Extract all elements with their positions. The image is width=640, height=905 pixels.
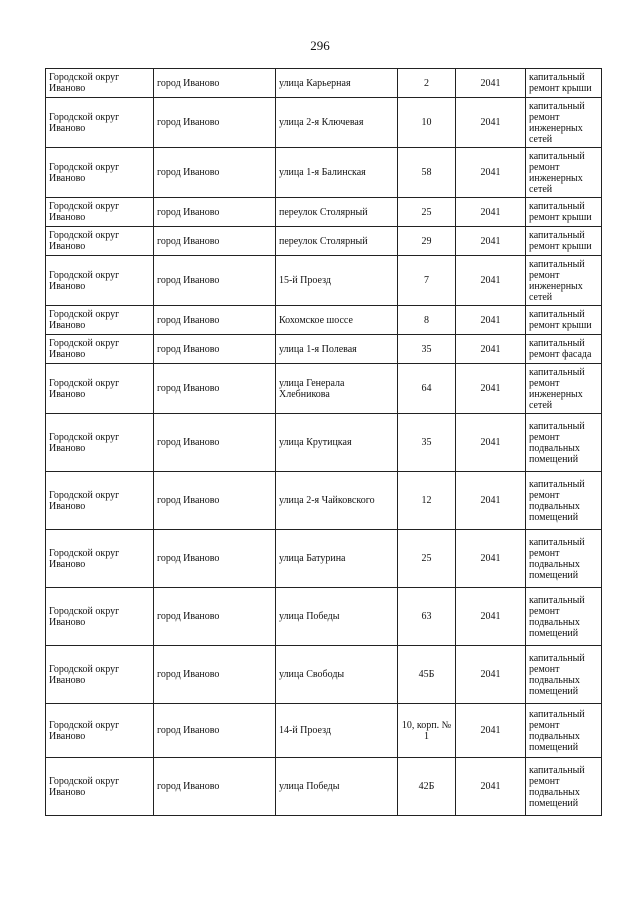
year-cell: 2041 bbox=[456, 335, 526, 364]
city-cell: город Иваново bbox=[154, 588, 276, 646]
table-body bbox=[46, 69, 602, 816]
city-cell: город Иваново bbox=[154, 256, 276, 306]
street-cell: улица Победы bbox=[276, 588, 398, 646]
city-cell: город Иваново bbox=[154, 227, 276, 256]
city-cell: город Иваново bbox=[154, 758, 276, 816]
district-cell: Городской округ Иваново bbox=[46, 414, 154, 472]
table-row bbox=[46, 646, 602, 704]
house-number-cell: 29 bbox=[398, 227, 456, 256]
district-cell: Городской округ Иваново bbox=[46, 306, 154, 335]
work-type-cell: капитальный ремонт инженерных сетей bbox=[526, 364, 602, 414]
work-type-cell: капитальный ремонт подвальных помещений bbox=[526, 704, 602, 758]
city-cell: город Иваново bbox=[154, 530, 276, 588]
street-cell: переулок Столярный bbox=[276, 198, 398, 227]
district-cell: Городской округ Иваново bbox=[46, 148, 154, 198]
street-cell: улица 2-я Чайковского bbox=[276, 472, 398, 530]
table-row bbox=[46, 256, 602, 306]
street-cell: улица Батурина bbox=[276, 530, 398, 588]
city-cell: город Иваново bbox=[154, 69, 276, 98]
district-cell: Городской округ Иваново bbox=[46, 227, 154, 256]
year-cell: 2041 bbox=[456, 364, 526, 414]
work-type-cell: капитальный ремонт инженерных сетей bbox=[526, 256, 602, 306]
city-cell: город Иваново bbox=[154, 148, 276, 198]
house-number-cell: 35 bbox=[398, 335, 456, 364]
district-cell: Городской округ Иваново bbox=[46, 198, 154, 227]
work-type-cell: капитальный ремонт крыши bbox=[526, 69, 602, 98]
street-cell: 14-й Проезд bbox=[276, 704, 398, 758]
table-row bbox=[46, 414, 602, 472]
table-row bbox=[46, 227, 602, 256]
house-number-cell: 45Б bbox=[398, 646, 456, 704]
house-number-cell: 25 bbox=[398, 530, 456, 588]
house-number-cell: 12 bbox=[398, 472, 456, 530]
district-cell: Городской округ Иваново bbox=[46, 364, 154, 414]
street-cell: улица Свободы bbox=[276, 646, 398, 704]
street-cell: улица Карьерная bbox=[276, 69, 398, 98]
street-cell: переулок Столярный bbox=[276, 227, 398, 256]
house-number-cell: 42Б bbox=[398, 758, 456, 816]
street-cell: улица 2-я Ключевая bbox=[276, 98, 398, 148]
district-cell: Городской округ Иваново bbox=[46, 69, 154, 98]
district-cell: Городской округ Иваново bbox=[46, 256, 154, 306]
year-cell: 2041 bbox=[456, 472, 526, 530]
repair-register-table bbox=[45, 68, 602, 816]
house-number-cell: 35 bbox=[398, 414, 456, 472]
year-cell: 2041 bbox=[456, 98, 526, 148]
house-number-cell: 2 bbox=[398, 69, 456, 98]
work-type-cell: капитальный ремонт крыши bbox=[526, 227, 602, 256]
house-number-cell: 8 bbox=[398, 306, 456, 335]
table-row bbox=[46, 530, 602, 588]
district-cell: Городской округ Иваново bbox=[46, 758, 154, 816]
page-number: 296 bbox=[310, 38, 330, 53]
table-row bbox=[46, 69, 602, 98]
year-cell: 2041 bbox=[456, 588, 526, 646]
street-cell: улица 1-я Балинская bbox=[276, 148, 398, 198]
year-cell: 2041 bbox=[456, 704, 526, 758]
street-cell: 15-й Проезд bbox=[276, 256, 398, 306]
table-row bbox=[46, 704, 602, 758]
city-cell: город Иваново bbox=[154, 335, 276, 364]
year-cell: 2041 bbox=[456, 148, 526, 198]
street-cell: улица Победы bbox=[276, 758, 398, 816]
table-row bbox=[46, 364, 602, 414]
house-number-cell: 10, корп. № 1 bbox=[398, 704, 456, 758]
table-row bbox=[46, 98, 602, 148]
table-row bbox=[46, 148, 602, 198]
district-cell: Городской округ Иваново bbox=[46, 98, 154, 148]
year-cell: 2041 bbox=[456, 530, 526, 588]
work-type-cell: капитальный ремонт подвальных помещений bbox=[526, 472, 602, 530]
city-cell: город Иваново bbox=[154, 472, 276, 530]
table-row bbox=[46, 306, 602, 335]
table-row bbox=[46, 335, 602, 364]
work-type-cell: капитальный ремонт инженерных сетей bbox=[526, 148, 602, 198]
street-cell: улица Генерала Хлебникова bbox=[276, 364, 398, 414]
year-cell: 2041 bbox=[456, 198, 526, 227]
district-cell: Городской округ Иваново bbox=[46, 704, 154, 758]
city-cell: город Иваново bbox=[154, 646, 276, 704]
district-cell: Городской округ Иваново bbox=[46, 530, 154, 588]
house-number-cell: 64 bbox=[398, 364, 456, 414]
work-type-cell: капитальный ремонт крыши bbox=[526, 198, 602, 227]
house-number-cell: 10 bbox=[398, 98, 456, 148]
work-type-cell: капитальный ремонт подвальных помещений bbox=[526, 588, 602, 646]
house-number-cell: 63 bbox=[398, 588, 456, 646]
table-row bbox=[46, 472, 602, 530]
city-cell: город Иваново bbox=[154, 414, 276, 472]
work-type-cell: капитальный ремонт крыши bbox=[526, 306, 602, 335]
city-cell: город Иваново bbox=[154, 704, 276, 758]
city-cell: город Иваново bbox=[154, 306, 276, 335]
city-cell: город Иваново bbox=[154, 98, 276, 148]
work-type-cell: капитальный ремонт подвальных помещений bbox=[526, 530, 602, 588]
city-cell: город Иваново bbox=[154, 364, 276, 414]
year-cell: 2041 bbox=[456, 256, 526, 306]
house-number-cell: 58 bbox=[398, 148, 456, 198]
street-cell: Кохомское шоссе bbox=[276, 306, 398, 335]
table-row bbox=[46, 588, 602, 646]
work-type-cell: капитальный ремонт фасада bbox=[526, 335, 602, 364]
street-cell: улица Крутицкая bbox=[276, 414, 398, 472]
year-cell: 2041 bbox=[456, 646, 526, 704]
table-row bbox=[46, 198, 602, 227]
work-type-cell: капитальный ремонт подвальных помещений bbox=[526, 758, 602, 816]
year-cell: 2041 bbox=[456, 306, 526, 335]
work-type-cell: капитальный ремонт инженерных сетей bbox=[526, 98, 602, 148]
year-cell: 2041 bbox=[456, 227, 526, 256]
work-type-cell: капитальный ремонт подвальных помещений bbox=[526, 414, 602, 472]
year-cell: 2041 bbox=[456, 69, 526, 98]
district-cell: Городской округ Иваново bbox=[46, 646, 154, 704]
city-cell: город Иваново bbox=[154, 198, 276, 227]
work-type-cell: капитальный ремонт подвальных помещений bbox=[526, 646, 602, 704]
street-cell: улица 1-я Полевая bbox=[276, 335, 398, 364]
year-cell: 2041 bbox=[456, 414, 526, 472]
district-cell: Городской округ Иваново bbox=[46, 335, 154, 364]
year-cell: 2041 bbox=[456, 758, 526, 816]
house-number-cell: 25 bbox=[398, 198, 456, 227]
district-cell: Городской округ Иваново bbox=[46, 588, 154, 646]
district-cell: Городской округ Иваново bbox=[46, 472, 154, 530]
table-row bbox=[46, 758, 602, 816]
house-number-cell: 7 bbox=[398, 256, 456, 306]
